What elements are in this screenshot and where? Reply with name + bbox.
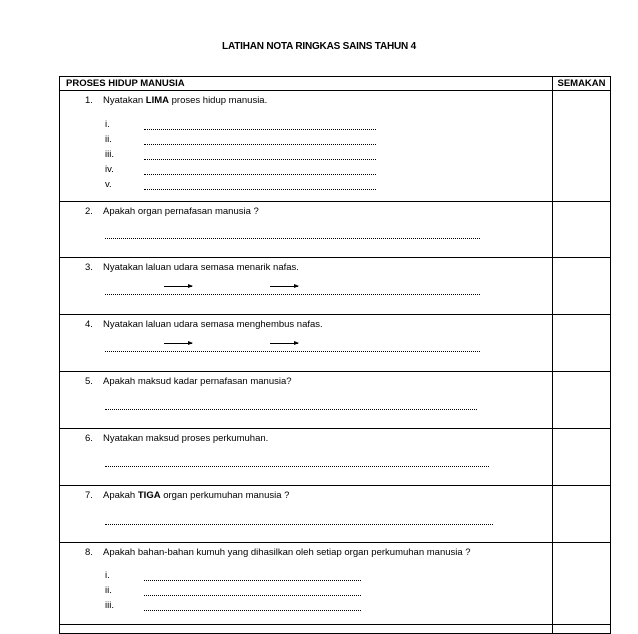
check-cell[interactable] — [553, 372, 611, 429]
arrow-icon — [270, 286, 298, 287]
check-cell[interactable] — [553, 486, 611, 543]
answer-label: ii. — [105, 585, 112, 596]
check-cell[interactable] — [553, 202, 611, 258]
answer-label: iv. — [105, 164, 114, 175]
answer-label: iii. — [105, 600, 114, 611]
arrow-icon — [164, 343, 192, 344]
answer-line[interactable] — [144, 580, 361, 581]
column-header-check: SEMAKAN — [553, 77, 611, 91]
answer-line[interactable] — [144, 595, 361, 596]
question-5 — [60, 372, 553, 429]
answer-line[interactable] — [144, 610, 361, 611]
answer-line[interactable] — [144, 159, 376, 160]
column-header-main: PROSES HIDUP MANUSIA — [60, 77, 553, 91]
answer-line[interactable] — [105, 466, 489, 467]
question-text: Apakah TIGA organ perkumuhan manusia ? — [103, 490, 290, 501]
question-7 — [60, 486, 553, 543]
check-cell[interactable] — [553, 91, 611, 202]
answer-label: v. — [105, 179, 112, 190]
check-cell[interactable] — [553, 258, 611, 315]
question-number: 5. — [85, 376, 93, 387]
question-number: 7. — [85, 490, 93, 501]
question-number: 4. — [85, 319, 93, 330]
answer-line[interactable] — [144, 129, 376, 130]
check-cell[interactable] — [553, 429, 611, 486]
arrow-icon — [164, 286, 192, 287]
question-text: Nyatakan maksud proses perkumuhan. — [103, 433, 269, 444]
arrow-icon — [270, 343, 298, 344]
question-3 — [60, 258, 553, 315]
question-text: Nyatakan laluan udara semasa menghembus nafas. — [103, 319, 323, 330]
answer-label: ii. — [105, 134, 112, 145]
question-1 — [60, 91, 553, 202]
next-question-cell — [60, 625, 553, 634]
question-number: 8. — [85, 547, 93, 558]
answer-line[interactable] — [105, 351, 480, 352]
question-text: Nyatakan LIMA proses hidup manusia. — [103, 95, 268, 106]
answer-line[interactable] — [105, 524, 493, 525]
answer-label: iii. — [105, 149, 114, 160]
question-number: 3. — [85, 262, 93, 273]
worksheet-table — [59, 76, 611, 634]
answer-line[interactable] — [105, 294, 480, 295]
question-text: Apakah bahan-bahan kumuh yang dihasilkan oleh setiap organ perkumuhan manusia ? — [103, 547, 471, 558]
answer-line[interactable] — [105, 409, 477, 410]
question-6 — [60, 429, 553, 486]
question-8 — [60, 543, 553, 625]
answer-line[interactable] — [105, 238, 480, 239]
question-text: Nyatakan laluan udara semasa menarik nafas. — [103, 262, 299, 273]
check-cell[interactable] — [553, 543, 611, 625]
question-number: 6. — [85, 433, 93, 444]
check-cell[interactable] — [553, 625, 611, 634]
question-number: 1. — [85, 95, 93, 106]
answer-label: i. — [105, 119, 110, 130]
check-cell[interactable] — [553, 315, 611, 372]
question-4 — [60, 315, 553, 372]
question-number: 2. — [85, 206, 93, 217]
answer-line[interactable] — [144, 174, 376, 175]
question-text: Apakah organ pernafasan manusia ? — [103, 206, 259, 217]
answer-line[interactable] — [144, 144, 376, 145]
answer-label: i. — [105, 570, 110, 581]
question-2 — [60, 202, 553, 258]
question-text: Apakah maksud kadar pernafasan manusia? — [103, 376, 292, 387]
answer-line[interactable] — [144, 189, 376, 190]
page-title: LATIHAN NOTA RINGKAS SAINS TAHUN 4 — [222, 41, 416, 52]
